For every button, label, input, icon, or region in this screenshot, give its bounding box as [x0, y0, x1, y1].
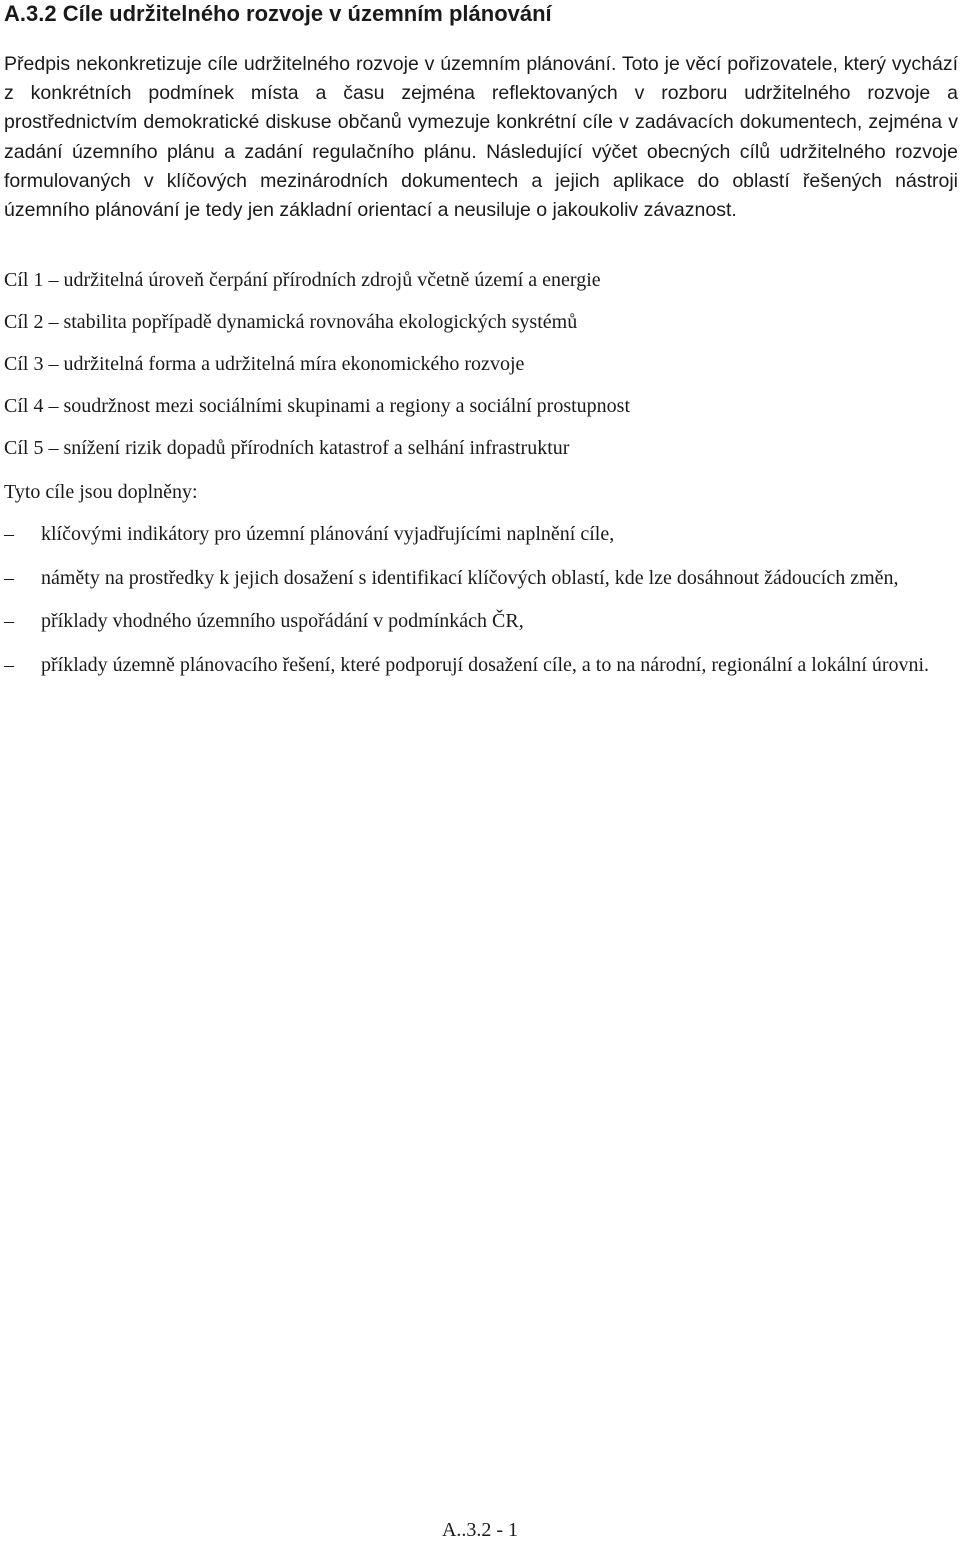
list-item [4, 564, 960, 594]
list-item-text: náměty na prostředky k jejich dosažení s identifikací klíčových oblastí, kde lze dosáhnout žádoucích změn, [41, 566, 899, 589]
dash-bullet-icon: – [4, 610, 14, 632]
supplement-intro: Tyto cíle jsou doplněny: [4, 481, 198, 503]
intro-paragraph: Předpis nekonkretizuje cíle udržitelného rozvoje v územním plánování. Toto je věcí pořizovatele, který vychází z konkrétních podmínek místa a času zejména reflektovaných v rozboru udržitelného rozvoje a prostřednictvím demokratické diskuse občanů vymezuje konkrétní cíle v zadávacích dokumentech, zejména v zadání územního plánu a zadání regulačního plánu. Následující výčet obecných cílů udržitelného rozvoje formulovaných v klíčových mezinárodních dokumentech a jejich aplikace do oblastí řešených nástroji územního plánování je tedy jen základní orientací a neusiluje o jakoukoliv závaznost. [4, 53, 958, 222]
goal-item: Cíl 2 – stabilita popřípadě dynamická rovnováha ekologických systémů [4, 311, 578, 333]
supplement-list [4, 520, 960, 694]
list-item [4, 520, 960, 550]
page-number: A..3.2 - 1 [441, 1519, 519, 1541]
list-item [4, 607, 960, 637]
list-item-text: příklady vhodného územního uspořádání v podmínkách ČR, [41, 610, 524, 632]
dash-bullet-icon: – [4, 566, 14, 589]
list-item-text: klíčovými indikátory pro územní plánování vyjadřujícími naplnění cíle, [41, 523, 615, 545]
goals-list [4, 266, 958, 476]
list-item-text: příklady územně plánovacího řešení, které podporují dosažení cíle, a to na národní, regionální a lokální úrovni. [41, 653, 930, 676]
goal-item: Cíl 4 – soudržnost mezi sociálními skupinami a regiony a sociální prostupnost [4, 395, 631, 417]
section-heading: A.3.2 Cíle udržitelného rozvoje v územním plánování [4, 1, 552, 26]
goal-item: Cíl 1 – udržitelná úroveň čerpání přírodních zdrojů včetně území a energie [4, 269, 601, 291]
dash-bullet-icon: – [4, 653, 14, 676]
list-item [4, 651, 960, 681]
dash-bullet-icon: – [4, 523, 14, 545]
goal-item: Cíl 3 – udržitelná forma a udržitelná míra ekonomického rozvoje [4, 353, 525, 375]
goal-item: Cíl 5 – snížení rizik dopadů přírodních katastrof a selhání infrastruktur [4, 437, 570, 459]
